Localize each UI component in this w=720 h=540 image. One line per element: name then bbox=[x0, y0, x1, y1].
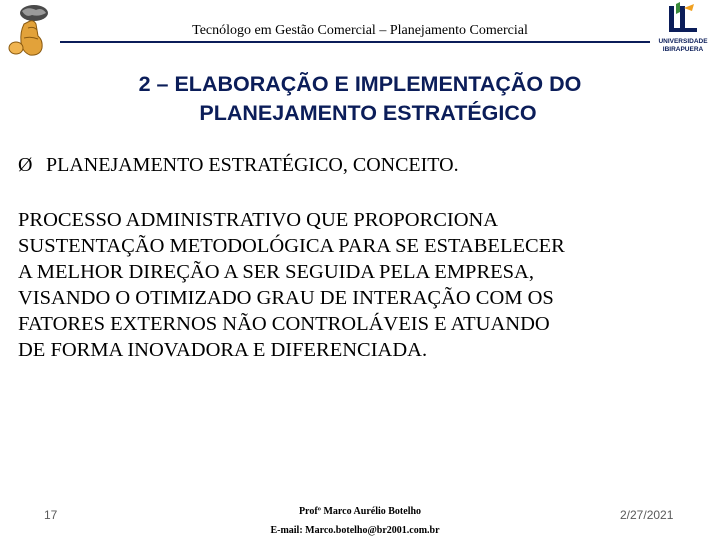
slide-title-line2: PLANEJAMENTO ESTRATÉGICO bbox=[199, 101, 537, 125]
university-name bbox=[650, 38, 716, 54]
university-name-line1: UNIVERSIDADE bbox=[658, 38, 708, 45]
slide-title-line1: 2 – ELABORAÇÃO E IMPLEMENTAÇÃO DO bbox=[138, 72, 582, 96]
bullet-text: PLANEJAMENTO ESTRATÉGICO, CONCEITO. bbox=[46, 154, 459, 176]
header-title: Tecnólogo em Gestão Comercial – Planejamento Comercial bbox=[192, 23, 528, 38]
paragraph-line: PROCESSO ADMINISTRATIVO QUE PROPORCIONA bbox=[18, 209, 499, 231]
university-name-line2: IBIRAPUERA bbox=[662, 46, 704, 53]
definition-paragraph bbox=[18, 207, 718, 363]
footer-author: Profº Marco Aurélio Botelho bbox=[298, 506, 422, 517]
paragraph-line: SUSTENTAÇÃO METODOLÓGICA PARA SE ESTABELECER bbox=[18, 235, 565, 257]
paragraph-line: DE FORMA INOVADORA E DIFERENCIADA. bbox=[18, 339, 428, 361]
paragraph-line: FATORES EXTERNOS NÃO CONTROLÁVEIS E ATUANDO bbox=[18, 313, 550, 335]
footer-date: 2/27/2021 bbox=[620, 508, 674, 522]
slide-title bbox=[60, 70, 660, 128]
bullet-arrow-icon: Ø bbox=[18, 154, 33, 176]
header-divider bbox=[60, 41, 650, 43]
page-number: 17 bbox=[44, 508, 58, 522]
bullet-item bbox=[18, 153, 459, 177]
paragraph-line: A MELHOR DIREÇÃO A SER SEGUIDA PELA EMPRESA, bbox=[18, 261, 534, 283]
footer-email: E-mail: Marco.botelho@br2001.com.br bbox=[270, 525, 440, 536]
paragraph-line: VISANDO O OTIMIZADO GRAU DE INTERAÇÃO COM OS bbox=[18, 287, 554, 309]
